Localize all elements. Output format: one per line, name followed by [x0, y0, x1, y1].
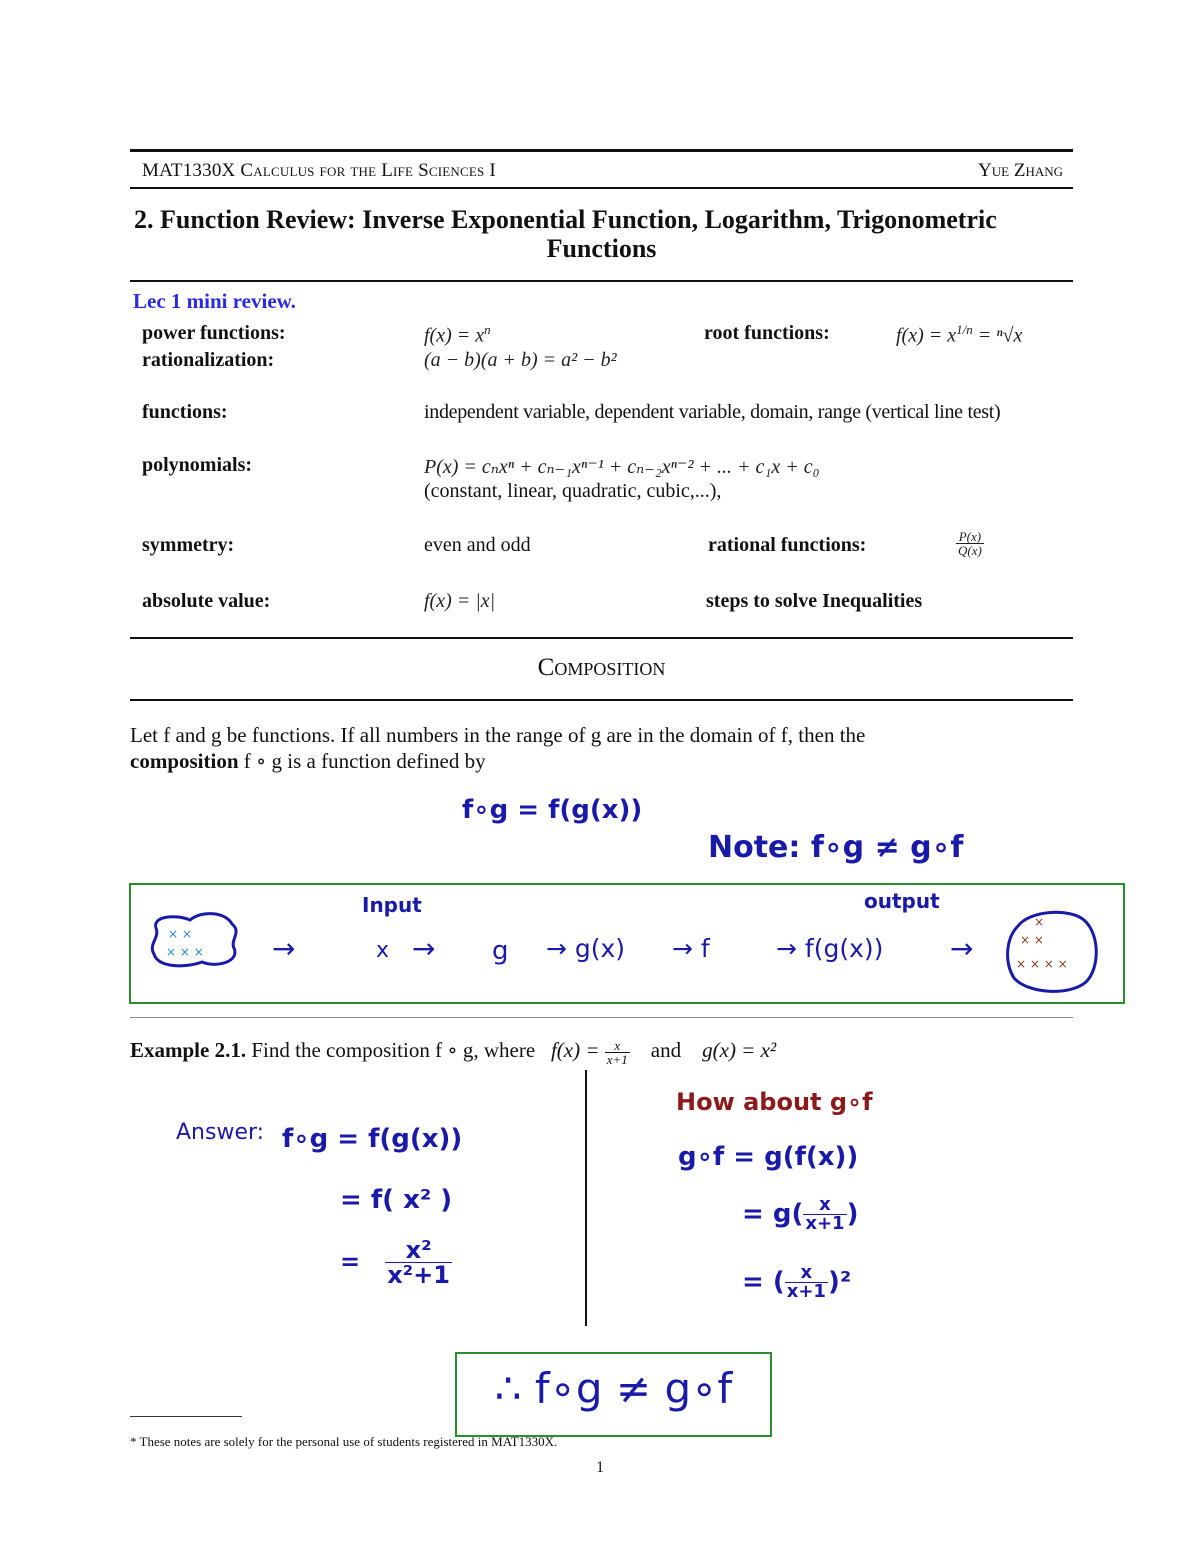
gf2-den: x+1 — [805, 1213, 845, 1234]
polynomial-formula: P(x) = cₙxⁿ + cₙ₋₁xⁿ⁻¹ + cₙ₋₂xⁿ⁻² + ... + c₁x + c₀ — [424, 456, 820, 478]
header-rule-bottom — [130, 187, 1073, 189]
root-tail: = ⁿ√x — [977, 324, 1023, 347]
course-title: MAT1330X Calculus for the Life Sciences I — [142, 160, 496, 181]
gf3-frac — [785, 1264, 828, 1301]
svg-text:× ×: × × — [1020, 933, 1044, 947]
gf2-frac — [803, 1196, 846, 1233]
title-line1: 2. Function Review: Inverse Exponential Function, Logarithm, Trigonometric — [134, 205, 997, 234]
functions-text: independent variable, dependent variable, domain, range (vertical line test) — [424, 401, 1001, 423]
rational-functions-label: rational functions: — [708, 534, 867, 556]
flow-arrow-2: → — [412, 932, 436, 965]
power-label: power functions: — [142, 322, 286, 344]
example-f-frac — [605, 1039, 630, 1066]
root-math: f(x) = x — [896, 324, 957, 347]
flow-g: g — [492, 936, 509, 966]
answer-den: x²+1 — [387, 1261, 450, 1289]
hw-input-label: Input — [362, 893, 422, 917]
ratfun-den: Q(x) — [958, 543, 982, 558]
domain-blob — [146, 908, 242, 970]
hw-answer-step1: f∘g = f(g(x)) — [282, 1124, 463, 1154]
section-rule-top — [130, 637, 1073, 639]
flow-fgx: → f(g(x)) — [776, 934, 884, 963]
intro-paragraph — [130, 722, 1030, 774]
hw-answer-label: Answer: — [176, 1120, 265, 1145]
hw-gf-step2 — [742, 1196, 858, 1233]
svg-text:× ×: × × — [168, 927, 192, 941]
polynomials-label: polynomials: — [142, 454, 253, 476]
hw-output-label: output — [864, 889, 940, 913]
example-and: and — [650, 1038, 682, 1062]
hw-how-about: How about g∘f — [676, 1088, 873, 1116]
footnote-rule — [130, 1416, 242, 1417]
review-heading: Lec 1 mini review. — [133, 289, 296, 313]
rational-frac — [956, 530, 984, 557]
hw-gf-step1: g∘f = g(f(x)) — [678, 1142, 859, 1172]
symmetry-label: symmetry: — [142, 534, 235, 556]
range-blob — [1004, 906, 1100, 994]
root-formula — [896, 322, 1022, 348]
f-frac-den: x+1 — [606, 1051, 628, 1067]
author-name: Yue Zhang — [978, 160, 1063, 181]
root-exp: 1/n — [956, 322, 973, 337]
title-line2: Functions — [546, 234, 657, 263]
intro-line1: Let f and g be functions. If all numbers in the range of g are in the domain of f, then the — [130, 723, 866, 747]
gf2-pre: = g( — [742, 1199, 804, 1229]
answer-frac — [385, 1238, 452, 1287]
header-rule-top — [130, 149, 1073, 152]
rationalization-label: rationalization: — [142, 349, 275, 371]
root-label: root functions: — [704, 322, 830, 344]
gf3-post: )² — [827, 1267, 852, 1297]
f-frac-num: x — [605, 1039, 630, 1053]
inequalities-label: steps to solve Inequalities — [706, 590, 923, 612]
gf3-pre: = ( — [742, 1267, 785, 1297]
gf2-num: x — [803, 1196, 846, 1215]
power-exp: n — [484, 322, 491, 337]
answer-num: x² — [385, 1238, 452, 1263]
svg-text:×: × — [1034, 915, 1045, 929]
flow-gx: → g(x) — [546, 934, 626, 963]
example-text: Find the composition f ∘ g, where — [251, 1038, 536, 1062]
flow-arrow-1: → — [272, 932, 296, 965]
absolute-value-label: absolute value: — [142, 590, 271, 612]
title-rule — [130, 280, 1073, 282]
functions-label: functions: — [142, 401, 228, 423]
hw-note: Note: f∘g ≠ g∘f — [708, 830, 964, 865]
example-rule — [130, 1017, 1073, 1018]
intro-bold: composition — [130, 749, 239, 773]
hw-gf-step3 — [742, 1264, 851, 1301]
footnote: * These notes are solely for the personal use of students registered in MAT1330X. — [130, 1434, 558, 1449]
gf3-den: x+1 — [786, 1281, 826, 1302]
page-number: 1 — [596, 1459, 604, 1476]
power-formula — [424, 322, 491, 348]
rational-function-fraction — [956, 530, 984, 557]
hw-answer-step2: = f( x² ) — [340, 1185, 453, 1215]
gf3-num: x — [785, 1264, 828, 1283]
svg-text:× × ×: × × × — [166, 945, 204, 959]
hw-definition: f∘g = f(g(x)) — [462, 795, 643, 825]
absolute-value-formula: f(x) = |x| — [424, 590, 496, 612]
flow-arrow-last: → — [950, 932, 974, 965]
intro-line2: f ∘ g is a function defined by — [238, 749, 486, 773]
flow-f: → f — [672, 934, 710, 963]
rationalization-formula: (a − b)(a + b) = a² − b² — [424, 349, 617, 371]
gf2-post: ) — [846, 1199, 859, 1229]
section-rule-bottom — [130, 699, 1073, 701]
flow-x: x — [376, 938, 390, 963]
svg-text:× × × ×: × × × × — [1016, 957, 1068, 971]
answer-eq: = — [340, 1247, 361, 1276]
power-math: f(x) = x — [424, 324, 485, 347]
polynomial-types: (constant, linear, quadratic, cubic,...), — [424, 480, 722, 502]
example-label: Example 2.1. — [130, 1038, 247, 1062]
hw-conclusion: ∴ f∘g ≠ g∘f — [494, 1364, 733, 1413]
page-title — [130, 205, 1073, 263]
section-title: Composition — [537, 654, 666, 681]
ratfun-num: P(x) — [956, 530, 984, 544]
example-statement — [130, 1038, 776, 1066]
example-g-def: g(x) = x² — [702, 1038, 777, 1062]
answer-divider — [585, 1070, 587, 1326]
symmetry-text: even and odd — [424, 534, 531, 556]
example-f-def: f(x) = — [550, 1038, 600, 1062]
hw-answer-step3 — [340, 1238, 452, 1287]
